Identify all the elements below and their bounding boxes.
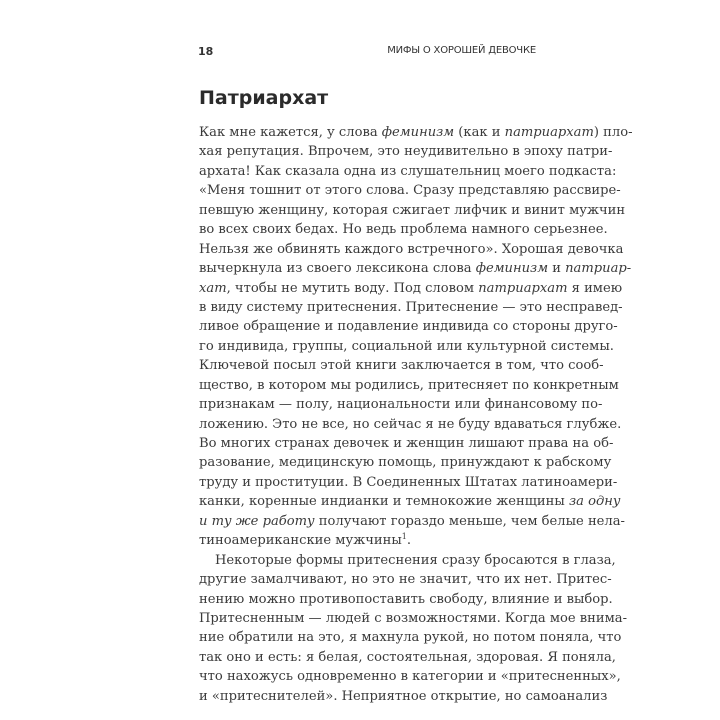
text-line bbox=[199, 687, 608, 706]
text-run: Некоторые формы притеснения сразу бросаются в глаза, bbox=[215, 552, 616, 568]
italic-term: хат bbox=[199, 280, 227, 296]
text-run: тиноамериканские мужчины bbox=[199, 533, 402, 549]
text-line bbox=[199, 220, 608, 239]
text-run: (как и bbox=[454, 125, 505, 140]
text-line bbox=[199, 142, 613, 161]
text-run: во всех своих бедах. Но ведь проблема намного серьезнее. bbox=[199, 222, 608, 238]
text-line bbox=[199, 356, 604, 375]
text-run: другие замалчивают, но это не значит, что их нет. Притес- bbox=[199, 572, 612, 588]
text-run: так оно и есть: я белая, состоятельная, здоровая. Я поняла, bbox=[199, 649, 616, 665]
text-line bbox=[199, 317, 618, 336]
text-run: го индивида, группы, социальной или культурной системы. bbox=[199, 338, 614, 354]
text-run: труду и проституции. В Соединенных Штатах латиноамери- bbox=[199, 474, 618, 490]
text-line bbox=[199, 298, 623, 317]
text-line bbox=[199, 628, 622, 647]
text-line bbox=[199, 415, 622, 434]
text-run: Ключевой посыл этой книги заключается в том, что сооб- bbox=[199, 358, 604, 374]
text-line bbox=[199, 162, 617, 181]
text-run: щество, в котором мы родились, притесняет по конкретным bbox=[199, 377, 619, 393]
text-run: нению можно противопоставить свободу, влияние и выбор. bbox=[199, 591, 613, 607]
text-line bbox=[199, 123, 633, 142]
text-run: вычеркнула из своего лексикона слова bbox=[199, 261, 476, 277]
text-line bbox=[199, 492, 621, 511]
page-number: 18 bbox=[198, 45, 214, 58]
text-run: . bbox=[406, 533, 412, 549]
text-line bbox=[199, 512, 625, 531]
text-line bbox=[199, 279, 623, 298]
text-run: Как мне кажется, у слова bbox=[199, 125, 382, 140]
text-line bbox=[199, 240, 624, 259]
italic-term: феминизм bbox=[381, 125, 455, 140]
text-run: Нельзя же обвинять каждого встречного». Хорошая девочка bbox=[199, 241, 624, 257]
text-run: и bbox=[548, 261, 566, 277]
text-run: и «притеснителей». Неприятное открытие, но самоанализ bbox=[199, 688, 608, 704]
text-run: Притесненным — людей с возможностями. Когда мое внима- bbox=[199, 610, 628, 626]
text-line bbox=[199, 473, 618, 492]
text-line bbox=[199, 551, 616, 570]
text-line bbox=[199, 395, 603, 414]
text-run: ) пло- bbox=[593, 125, 633, 140]
text-line bbox=[199, 648, 616, 667]
text-line bbox=[199, 181, 621, 200]
text-line bbox=[199, 590, 613, 609]
text-line bbox=[199, 531, 537, 550]
text-run: ливое обращение и подавление индивида со стороны друго- bbox=[199, 319, 618, 335]
text-run: хая репутация. Впрочем, это неудивительно в эпоху патри- bbox=[199, 144, 613, 160]
book-title: МИФЫ О ХОРОШЕЙ ДЕВОЧКЕ bbox=[387, 45, 536, 56]
italic-term: патриар- bbox=[565, 261, 632, 277]
body-text bbox=[199, 123, 633, 706]
text-line bbox=[199, 570, 612, 589]
text-run: в виду систему притеснения. Притеснение — это несправед- bbox=[199, 299, 623, 315]
text-run: что нахожусь одновременно в категории и «притесненных», bbox=[199, 669, 621, 685]
text-line bbox=[199, 453, 612, 472]
text-line bbox=[199, 376, 619, 395]
text-run: певшую женщину, которая сжигает лифчик и винит мужчин bbox=[199, 202, 626, 218]
italic-term: за одну bbox=[568, 494, 621, 510]
footnote-marker: 1 bbox=[401, 532, 407, 542]
italic-term: патриархат bbox=[504, 125, 594, 140]
text-run: «Меня тошнит от этого слова. Сразу представляю рассвире- bbox=[199, 183, 621, 199]
section-heading: Патриархат bbox=[199, 87, 329, 109]
text-run: признакам — полу, национальности или финансовому по- bbox=[199, 397, 603, 413]
text-run: Во многих странах девочек и женщин лишают права на об- bbox=[199, 436, 614, 451]
text-run: получают гораздо меньше, чем белые нела- bbox=[314, 513, 625, 529]
text-run: я имею bbox=[567, 280, 623, 296]
text-run: , чтобы не мутить воду. Под словом bbox=[226, 280, 479, 296]
running-head bbox=[198, 45, 536, 61]
text-line bbox=[199, 201, 626, 220]
text-run: канки, коренные индианки и темнокожие женщины bbox=[199, 494, 569, 510]
italic-term: патриархат bbox=[478, 280, 568, 296]
text-run: архата! Как сказала одна из слушательниц моего подкаста: bbox=[199, 163, 617, 179]
text-run: ние обратили на это, я махнула рукой, но потом поняла, что bbox=[199, 630, 622, 646]
text-line bbox=[199, 259, 632, 278]
text-line bbox=[199, 609, 628, 628]
italic-term: феминизм bbox=[475, 261, 549, 277]
text-line bbox=[199, 337, 614, 356]
text-line bbox=[199, 434, 614, 453]
text-line bbox=[199, 667, 621, 686]
text-run: разование, медицинскую помощь, принуждают к рабскому bbox=[199, 455, 612, 471]
italic-term: и ту же работу bbox=[199, 513, 315, 529]
text-run: ложению. Это не все, но сейчас я не буду вдаваться глубже. bbox=[199, 416, 622, 432]
